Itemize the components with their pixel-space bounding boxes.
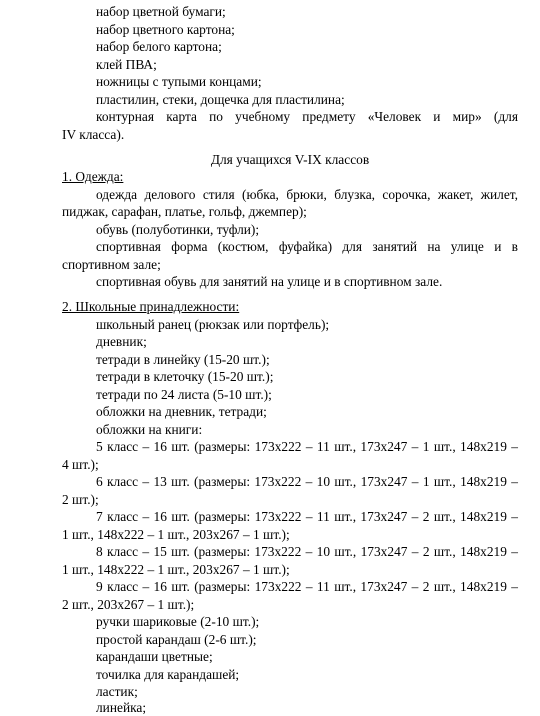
list-item: набор белого картона;: [96, 39, 222, 54]
list-item: точилка для карандашей;: [96, 667, 240, 682]
list-item: ластик;: [96, 684, 138, 699]
list-item: простой карандаш (2-6 шт.);: [96, 632, 257, 647]
list-item: пластилин, стеки, дощечка для пластилина;: [96, 92, 345, 107]
clothing-sport-shoes: спортивная обувь для занятий на улице и в спортивном зале.: [96, 274, 443, 289]
list-item: клей ПВА;: [96, 57, 157, 72]
list-item: школьный ранец (рюкзак или портфель);: [96, 317, 330, 332]
grade-line1: 8 класс – 15 шт. (размеры: 173x222 – 10 шт., 173x247 – 2 шт., 148x219 –: [96, 544, 518, 559]
contour-map-line1: контурная карта по учебному предмету «Человек и мир» (для: [96, 109, 518, 124]
grade-line2: 2 шт., 203x267 – 1 шт.);: [62, 597, 195, 612]
grade-line1: 9 класс – 16 шт. (размеры: 173x222 – 11 шт., 173x247 – 2 шт., 148x219 –: [96, 579, 518, 594]
list-item: ручки шариковые (2-10 шт.);: [96, 614, 260, 629]
clothing-business-line1: одежда делового стиля (юбка, брюки, блузка, сорочка, жакет, жилет,: [96, 187, 518, 202]
grade-line2: 1 шт., 148x222 – 1 шт., 203x267 – 1 шт.);: [62, 562, 290, 577]
grade-line2: 4 шт.);: [62, 457, 99, 472]
list-item: дневник;: [96, 334, 147, 349]
grade-line1: 7 класс – 16 шт. (размеры: 173x222 – 11 шт., 173x247 – 2 шт., 148x219 –: [96, 509, 518, 524]
contour-map-line2: IV класса).: [62, 127, 125, 142]
school-heading: 2. Школьные принадлежности:: [62, 299, 240, 314]
clothing-business-line2: пиджак, сарафан, платье, гольф, джемпер);: [62, 204, 307, 219]
grade-line2: 2 шт.);: [62, 492, 99, 507]
clothing-sport-line1: спортивная форма (костюм, фуфайка) для занятий на улице и в: [96, 239, 518, 254]
grade-line1: 5 класс – 16 шт. (размеры: 173x222 – 11 шт., 173x247 – 1 шт., 148x219 –: [96, 439, 518, 454]
list-item: карандаши цветные;: [96, 649, 213, 664]
grade-line2: 1 шт., 148x222 – 1 шт., 203x267 – 1 шт.);: [62, 527, 290, 542]
clothing-heading: 1. Одежда:: [62, 169, 124, 184]
list-item: ножницы с тупыми концами;: [96, 74, 262, 89]
list-item: набор цветного картона;: [96, 22, 235, 37]
list-item: тетради в линейку (15-20 шт.);: [96, 352, 270, 367]
clothing-shoes: обувь (полуботинки, туфли);: [96, 222, 260, 237]
clothing-sport-line2: спортивном зале;: [62, 257, 161, 272]
list-item: обложки на книги:: [96, 422, 203, 437]
grade-line1: 6 класс – 13 шт. (размеры: 173x222 – 10 шт., 173x247 – 1 шт., 148x219 –: [96, 474, 518, 489]
list-item: обложки на дневник, тетради;: [96, 404, 267, 419]
list-item: набор цветной бумаги;: [96, 4, 226, 19]
list-item: тетради по 24 листа (5-10 шт.);: [96, 387, 272, 402]
section-title: Для учащихся V-IX классов: [210, 152, 370, 167]
list-item: тетради в клеточку (15-20 шт.);: [96, 369, 274, 384]
list-item: линейка;: [96, 700, 147, 715]
